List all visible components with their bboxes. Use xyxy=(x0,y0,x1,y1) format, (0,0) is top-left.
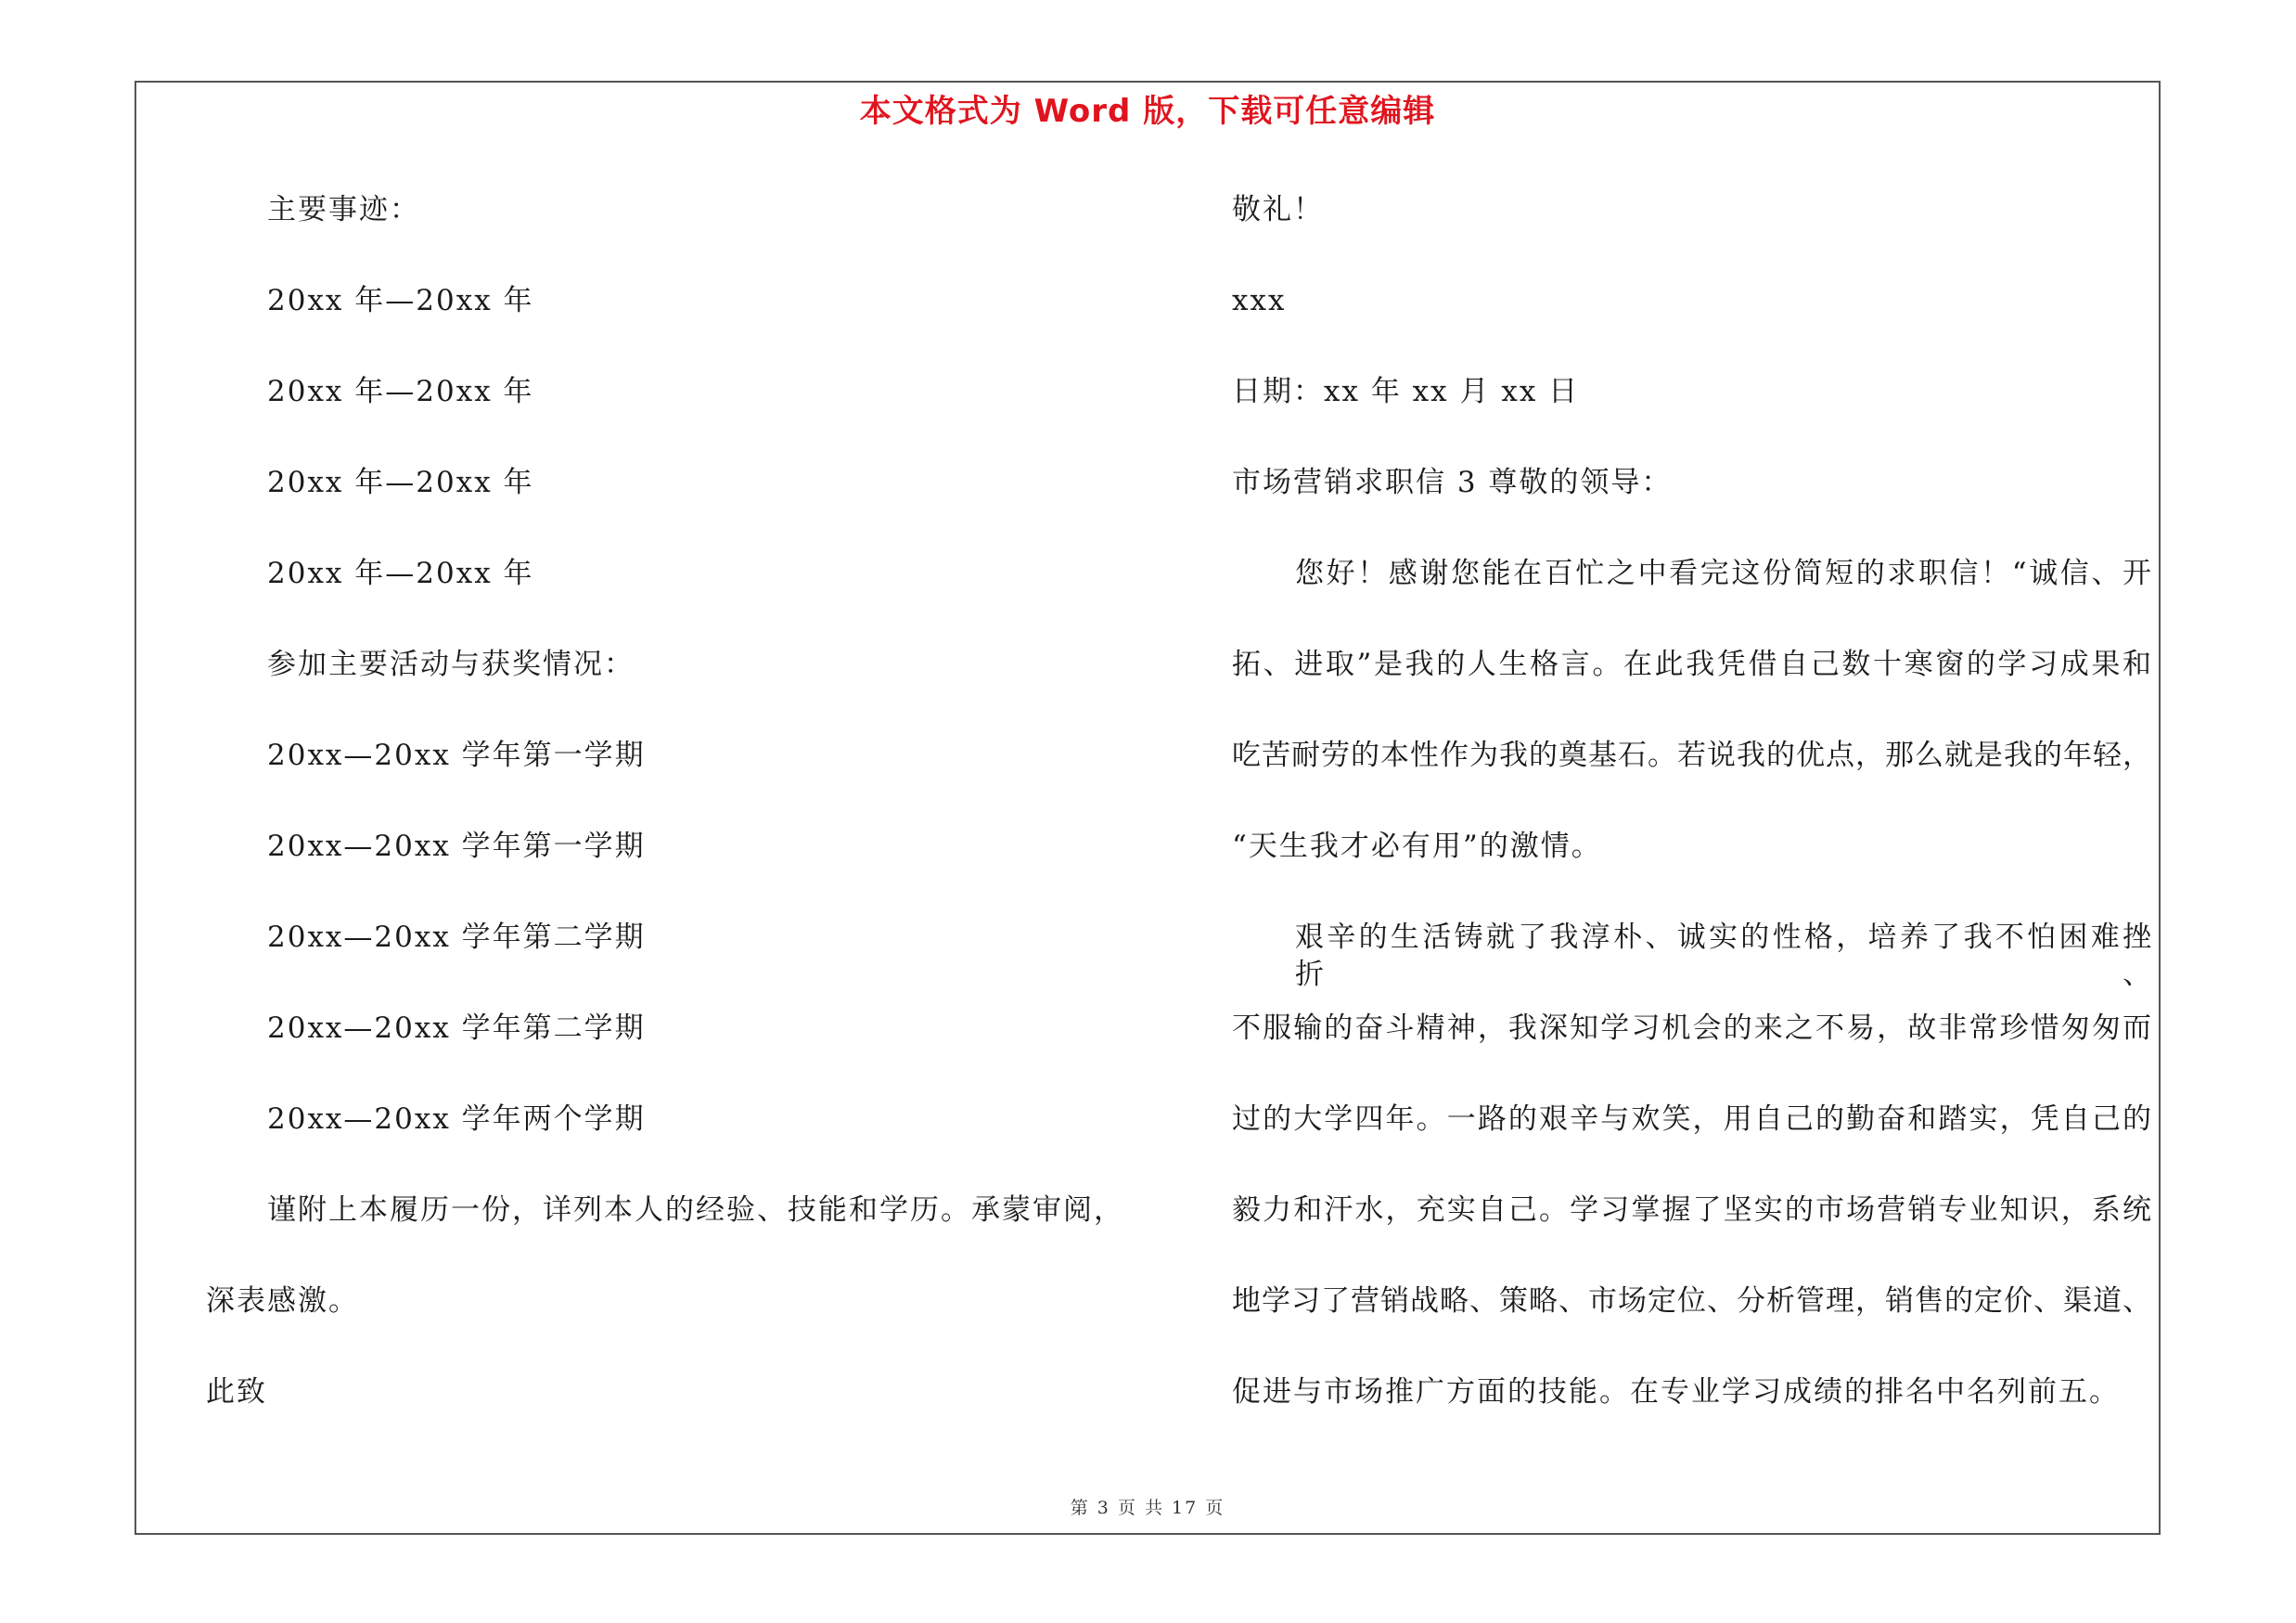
text-line: “天生我才必有用”的激情。 xyxy=(1232,830,1602,863)
text-line: xxx xyxy=(1232,284,1287,317)
format-banner: 本文格式为 Word 版，下载可任意编辑 xyxy=(859,93,1436,130)
text-line: 地学习了营销战略、策略、市场定位、分析管理，销售的定价、渠道、 xyxy=(1232,1284,2152,1318)
text-line: 艰辛的生活铸就了我淳朴、诚实的性格，培养了我不怕困难挫折、 xyxy=(1295,921,2152,991)
page-number: 第 3 页 共 17 页 xyxy=(1070,1498,1225,1518)
text-line: 20xx—20xx 学年第一学期 xyxy=(267,739,646,772)
text-line: 毅力和汗水，充实自己。学习掌握了坚实的市场营销专业知识，系统 xyxy=(1232,1193,2152,1227)
text-line: 20xx 年—20xx 年 xyxy=(267,466,534,499)
text-line: 促进与市场推广方面的技能。在专业学习成绩的排名中名列前五。 xyxy=(1232,1375,2120,1409)
text-line: 日期：xx 年 xx 月 xx 日 xyxy=(1232,375,1580,408)
text-line: 参加主要活动与获奖情况： xyxy=(267,648,635,681)
text-line: 主要事迹： xyxy=(267,193,420,226)
text-line: 20xx—20xx 学年第二学期 xyxy=(267,1011,646,1045)
text-line: 此致 xyxy=(206,1375,267,1409)
text-line: 您好！感谢您能在百忙之中看完这份简短的求职信！“诚信、开 xyxy=(1295,557,2152,590)
text-line: 拓、进取”是我的人生格言。在此我凭借自己数十寒窗的学习成果和 xyxy=(1232,648,2152,681)
text-line: 吃苦耐劳的本性作为我的奠基石。若说我的优点，那么就是我的年轻， xyxy=(1232,739,2152,772)
text-line: 市场营销求职信 3 尊敬的领导： xyxy=(1232,466,1673,499)
text-line: 20xx—20xx 学年第一学期 xyxy=(267,830,646,863)
text-line: 过的大学四年。一路的艰辛与欢笑，用自己的勤奋和踏实，凭自己的 xyxy=(1232,1102,2152,1136)
text-line: 谨附上本履历一份，详列本人的经验、技能和学历。承蒙审阅， xyxy=(267,1193,1124,1227)
text-line: 20xx 年—20xx 年 xyxy=(267,557,534,590)
text-line: 20xx—20xx 学年两个学期 xyxy=(267,1102,646,1136)
text-line: 20xx 年—20xx 年 xyxy=(267,375,534,408)
text-line: 20xx 年—20xx 年 xyxy=(267,284,534,317)
text-line: 不服输的奋斗精神，我深知学习机会的来之不易，故非常珍惜匆匆而 xyxy=(1232,1011,2152,1045)
text-line: 20xx—20xx 学年第二学期 xyxy=(267,921,646,954)
text-line: 敬礼！ xyxy=(1232,193,1324,226)
text-line: 深表感激。 xyxy=(206,1284,359,1318)
